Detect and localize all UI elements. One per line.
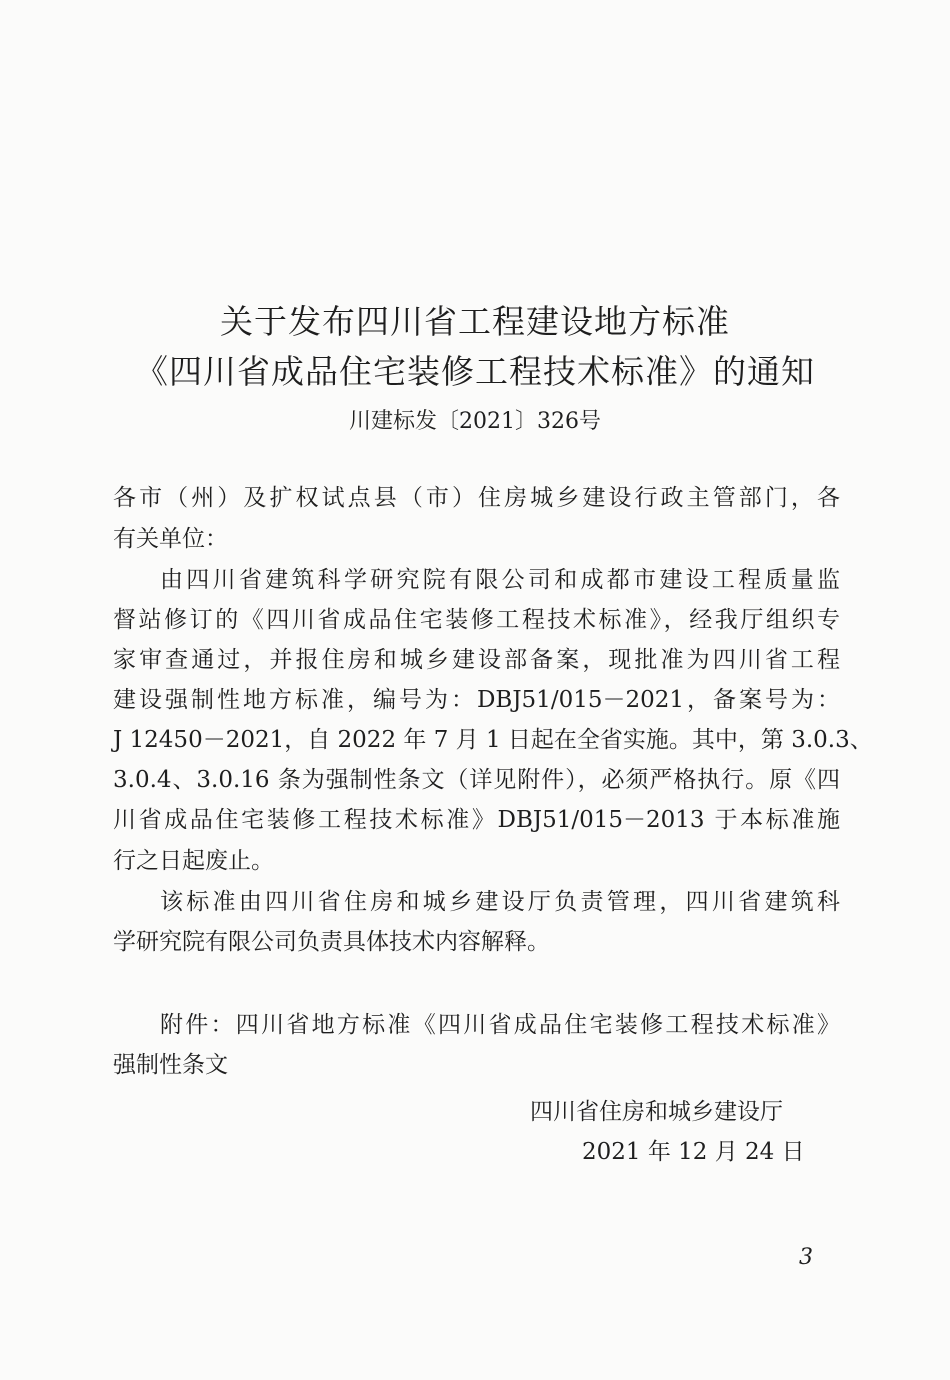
document-number: 川建标发〔2021〕326号 bbox=[349, 409, 601, 434]
body-line: 家审查通过，并报住房和城乡建设部备案，现批准为四川省工程 bbox=[113, 647, 840, 673]
page-number: 3 bbox=[799, 1245, 813, 1270]
attachment-line: 强制性条文 bbox=[113, 1052, 228, 1078]
attachment-line: 附件：四川省地方标准《四川省成品住宅装修工程技术标准》 bbox=[160, 1012, 840, 1038]
notice-title-line2: 《四川省成品住宅装修工程技术标准》的通知 bbox=[135, 352, 815, 391]
body-line: 3.0.4、3.0.16 条为强制性条文（详见附件），必须严格执行。原《四 bbox=[113, 767, 840, 793]
issue-date: 2021 年 12 月 24 日 bbox=[582, 1139, 805, 1165]
body-line: 督站修订的《四川省成品住宅装修工程技术标准》，经我厅组织专 bbox=[113, 607, 840, 633]
body-line: 有关单位： bbox=[113, 526, 228, 552]
notice-title-line1: 关于发布四川省工程建设地方标准 bbox=[220, 302, 730, 341]
body-line: 建设强制性地方标准，编号为：DBJ51/015－2021，备案号为： bbox=[113, 687, 840, 713]
issuer: 四川省住房和城乡建设厅 bbox=[530, 1099, 783, 1125]
body-line: 学研究院有限公司负责具体技术内容解释。 bbox=[113, 929, 550, 955]
body-line: 由四川省建筑科学研究院有限公司和成都市建设工程质量监 bbox=[160, 567, 840, 593]
body-line: 该标准由四川省住房和城乡建设厅负责管理，四川省建筑科 bbox=[160, 889, 840, 915]
body-line: 各市（州）及扩权试点县（市）住房城乡建设行政主管部门，各 bbox=[113, 485, 840, 511]
body-line: 川省成品住宅装修工程技术标准》DBJ51/015－2013 于本标准施 bbox=[113, 807, 840, 833]
body-line: J 12450－2021，自 2022 年 7 月 1 日起在全省实施。其中，第 3.0.3、 bbox=[113, 727, 873, 753]
body-line: 行之日起废止。 bbox=[113, 848, 274, 874]
